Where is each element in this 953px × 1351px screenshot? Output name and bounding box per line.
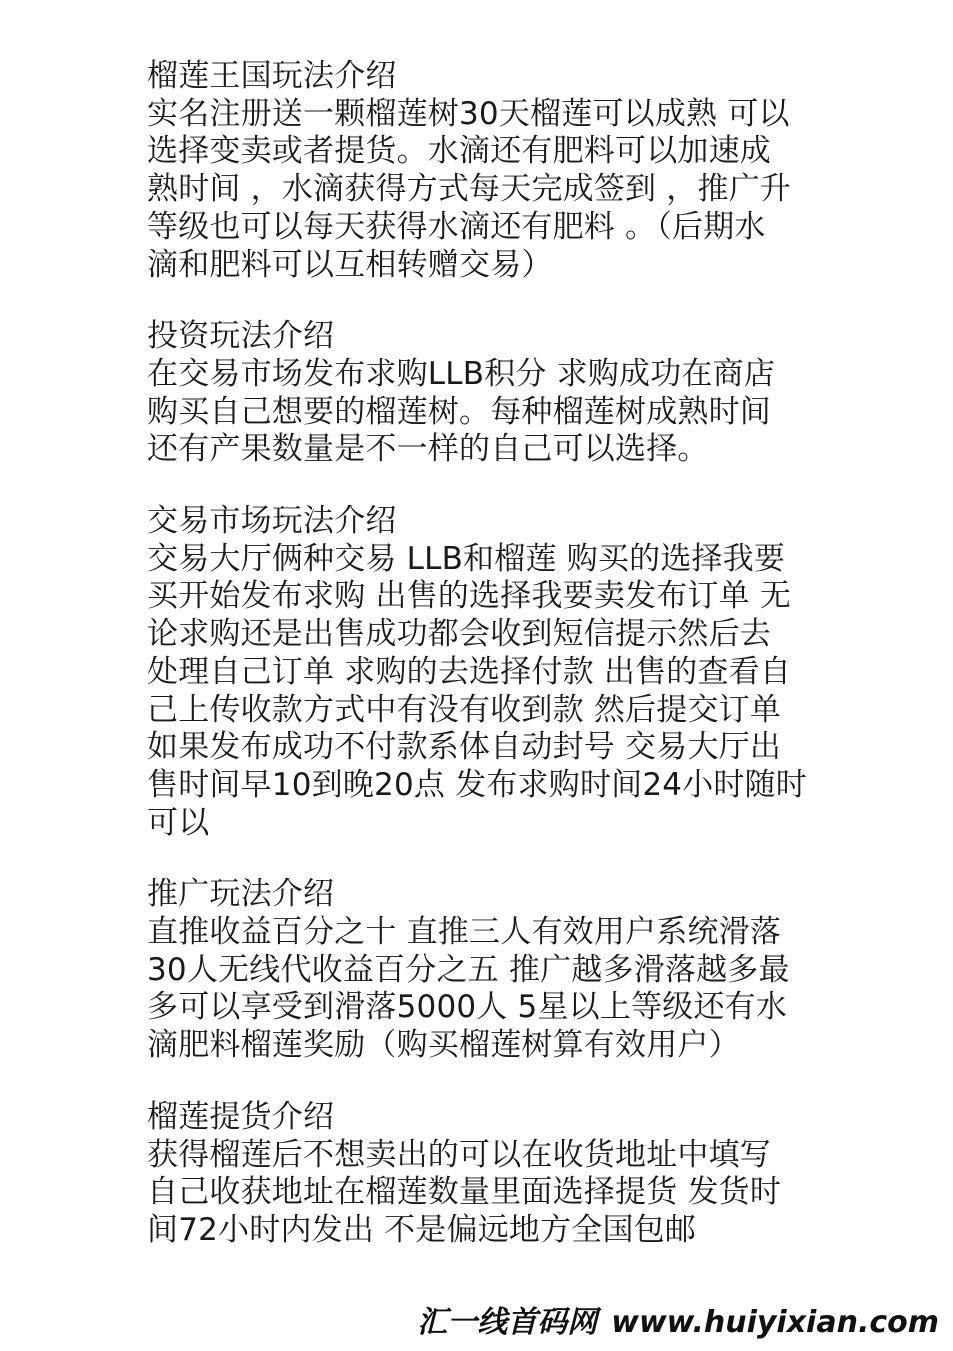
paragraph-line: 选择变卖或者提货。水滴还有肥料可以加速成 (147, 133, 771, 170)
paragraph-line: 可以 (147, 804, 210, 841)
paragraph-line: 在交易市场发布求购LLB积分 求购成功在商店 (147, 355, 776, 392)
paragraph-line: 交易大厅俩种交易 LLB和榴莲 购买的选择我要 (147, 540, 786, 577)
paragraph-line: 己上传收款方式中有没有收到款 然后提交订单 (147, 691, 782, 728)
section-title: 投资玩法介绍 (147, 318, 335, 355)
paragraph-line: 如果发布成功不付款系体自动封号 交易大厅出 (147, 729, 782, 766)
paragraph-line: 熟时间 ，水滴获得方式每天完成签到 ，推广升 (147, 171, 792, 208)
paragraph-line: 多可以享受到滑落5000人 5星以上等级还有水 (147, 989, 788, 1026)
section-title: 榴莲王国玩法介绍 (147, 58, 397, 94)
paragraph-line: 购买自己想要的榴莲树。每种榴莲树成熟时间 (147, 393, 771, 430)
paragraph-line: 买开始发布求购 出售的选择我要卖发布订单 无 (147, 578, 792, 615)
paragraph-line: 间72小时内发出 不是偏远地方全国包邮 (147, 1211, 697, 1248)
paragraph-line: 还有产果数量是不一样的自己可以选择。 (147, 431, 709, 468)
section-delivery (147, 1099, 817, 1250)
document-body (147, 58, 817, 1284)
section-title: 榴莲提货介绍 (147, 1098, 335, 1135)
section-title: 推广玩法介绍 (147, 876, 335, 913)
site-watermark (417, 1305, 939, 1341)
watermark-site-name: 汇一线首码网 (417, 1305, 598, 1340)
paragraph-line: 处理自己订单 求购的去选择付款 出售的查看自 (147, 653, 792, 690)
paragraph-line: 滴和肥料可以互相转赠交易） (147, 246, 553, 283)
paragraph-line: 获得榴莲后不想卖出的可以在收货地址中填写 (147, 1136, 771, 1173)
section-investment (147, 318, 817, 469)
paragraph-line: 售时间早10到晚20点 发布求购时间24小时随时 (147, 766, 807, 803)
section-durian-kingdom (147, 58, 817, 284)
paragraph-line: 30人无线代收益百分之五 推广越多滑落越多最 (147, 951, 790, 988)
paragraph-line: 自己收获地址在榴莲数量里面选择提货 发货时 (147, 1174, 782, 1211)
paragraph-line: 等级也可以每天获得水滴还有肥料 。（后期水 (147, 208, 766, 245)
watermark-url: www.huiyixian.com (611, 1305, 939, 1340)
paragraph-line: 论求购还是出售成功都会收到短信提示然后去 (147, 616, 771, 653)
paragraph-line: 直推收益百分之十 直推三人有效用户系统滑落 (147, 914, 782, 951)
section-title: 交易市场玩法介绍 (147, 503, 397, 540)
section-trading-market (147, 503, 817, 842)
paragraph-line: 滴肥料榴莲奖励（购买榴莲树算有效用户） (147, 1027, 740, 1064)
section-promotion (147, 876, 817, 1065)
paragraph-line: 实名注册送一颗榴莲树30天榴莲可以成熟 可以 (147, 95, 790, 132)
